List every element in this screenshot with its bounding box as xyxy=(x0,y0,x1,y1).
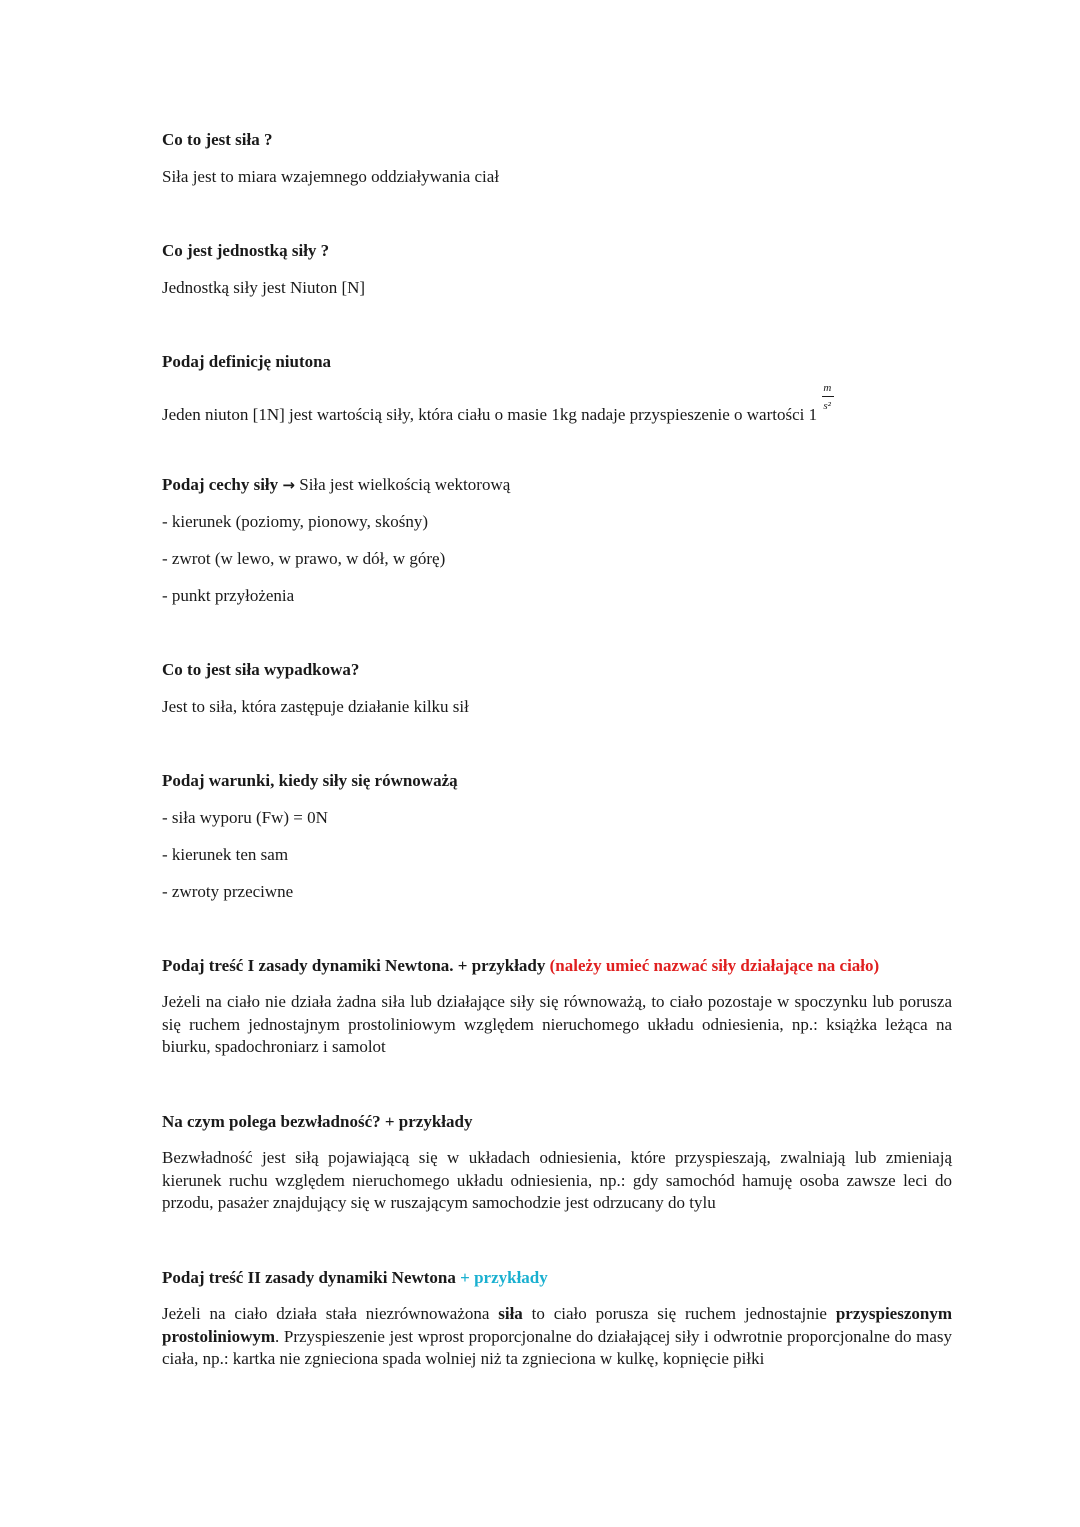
question-heading: Na czym polega bezwładność? + przykłady xyxy=(162,1112,473,1131)
question-heading: Podaj definicję niutona xyxy=(162,352,332,371)
list-item: - zwrot (w lewo, w prawo, w dół, w górę) xyxy=(162,549,446,568)
question-heading: Co to jest siła wypadkowa? xyxy=(162,660,360,679)
answer-text-main: Jeden niuton [1N] jest wartością siły, która ciału o masie 1kg nadaje przyspieszenie o wartości 1 xyxy=(162,405,818,424)
question-heading xyxy=(162,956,952,976)
section-resultant-force xyxy=(162,660,952,717)
question-heading xyxy=(162,475,952,495)
unit-fraction xyxy=(821,382,835,420)
answer-text: Jednostką siły jest Niuton [N] xyxy=(162,278,366,297)
list-item: - punkt przyłożenia xyxy=(162,586,295,605)
fraction-bar xyxy=(822,396,834,397)
answer-paragraph: Bezwładność jest siłą pojawiającą się w układach odniesienia, które przyspieszają, zwalniają lub zmieniają kierunek ruchu względem nieruchomego układu odniesienia, np.: gdy samochód hamuję osoba zawsze leci do przodu, pasażer znajdujący się w ruszającym samochodzie jest odrzucany do tylu xyxy=(162,1148,952,1212)
answer-paragraph: Jeżeli na ciało nie działa żadna siła lub działające siły się równoważą, to ciało pozostaje w spoczynku lub porusza się ruchem jednostajnym prostoliniowym względem nieruchomego układu odniesienia, np.: książka leżąca na biurku, spadochroniarz i samolot xyxy=(162,992,952,1056)
list-item: - zwroty przeciwne xyxy=(162,882,294,901)
list-item: - kierunek (poziomy, pionowy, skośny) xyxy=(162,512,428,531)
list-item: - siła wyporu (Fw) = 0N xyxy=(162,808,328,827)
answer-part: to ciało porusza się ruchem jednostajnie xyxy=(522,1304,836,1323)
unit-denominator: s² xyxy=(823,400,831,412)
section-inertia xyxy=(162,1112,952,1215)
answer-part: . Przyspieszenie jest wprost proporcjonalne do działającej siły i odwrotnie proporcjonalne do masy ciała, np.: kartka nie zgnieciona spada wolniej niż ta zgnieciona w kulkę, kopnięcie piłki xyxy=(162,1326,952,1368)
answer-bold: przyspieszonym prostoliniowym xyxy=(162,1304,952,1346)
answer-paragraph xyxy=(162,1303,952,1371)
answer-text xyxy=(162,382,952,425)
question-heading-text: Podaj cechy siły xyxy=(162,475,279,494)
answer-text: Siła jest to miara wzajemnego oddziaływania ciał xyxy=(162,167,500,186)
question-heading: Co to jest siła ? xyxy=(162,130,273,149)
question-note: + przykłady xyxy=(460,1268,548,1287)
answer-text: Jest to siła, która zastępuje działanie kilku sił xyxy=(162,697,469,716)
section-force-features xyxy=(162,475,952,606)
question-heading-rest: Siła jest wielkością wektorową xyxy=(299,475,511,494)
question-note: (należy umieć nazwać siły działające na ciało) xyxy=(549,956,880,975)
question-heading xyxy=(162,1268,952,1288)
answer-bold: siła xyxy=(498,1304,523,1323)
question-heading-text: Podaj treść I zasady dynamiki Newtona. + przykłady xyxy=(162,956,546,975)
section-first-law xyxy=(162,956,952,1059)
section-force xyxy=(162,130,952,187)
answer-part: Jeżeli na ciało działa stała niezrównoważona xyxy=(162,1304,499,1323)
section-newton-definition xyxy=(162,352,952,425)
question-heading-text: Podaj treść II zasady dynamiki Newtona xyxy=(162,1268,456,1287)
question-heading: Podaj warunki, kiedy siły się równoważą xyxy=(162,771,458,790)
section-force-unit xyxy=(162,241,952,298)
section-second-law xyxy=(162,1268,952,1371)
list-item: - kierunek ten sam xyxy=(162,845,289,864)
unit-numerator: m xyxy=(823,382,832,394)
arrow-right-icon: → xyxy=(282,476,295,494)
question-heading: Co jest jednostką siły ? xyxy=(162,241,330,260)
section-balance-conditions xyxy=(162,771,952,902)
